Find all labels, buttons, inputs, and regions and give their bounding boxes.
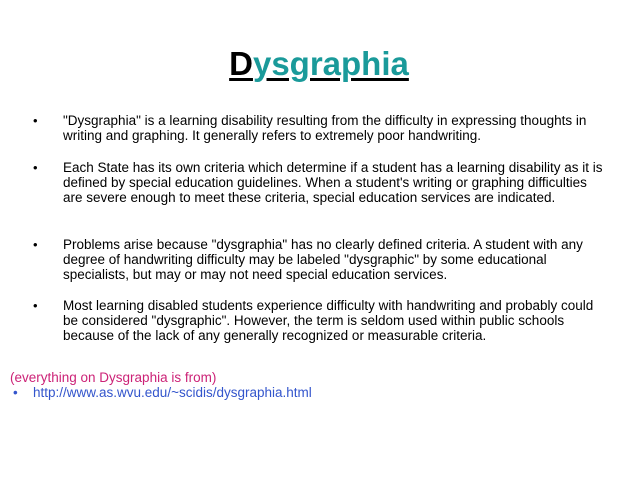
list-item (33, 298, 603, 343)
source-note: (everything on Dysgraphia is from) (10, 370, 217, 385)
bullet-icon: • (13, 385, 18, 400)
bullet-text: Problems arise because "dysgraphia" has no clearly defined criteria. A student with any degree of handwriting difficulty may be labeled "dysgraphic" by some educational specialists, but may or may not need special education services. (63, 237, 583, 282)
bullet-icon: • (33, 160, 38, 175)
title-first-letter: D (229, 45, 253, 82)
bullet-text: Most learning disabled students experience difficulty with handwriting and probably could be considered "dysgraphic". However, the term is seldom used within public schools because of the lack of any generally recognized or measurable criteria. (63, 298, 594, 343)
bullet-text: Each State has its own criteria which determine if a student has a learning disability as it is defined by special education guidelines. When a student's writing or graphing difficulties are severe enough to meet these criteria, special education services are indicated. (63, 160, 603, 205)
list-item (33, 113, 603, 143)
title-rest: ysgraphia (252, 45, 409, 82)
list-item (33, 160, 603, 205)
list-item (33, 237, 603, 282)
bullet-icon: • (33, 113, 38, 128)
bullet-icon: • (33, 298, 38, 313)
bullet-icon: • (33, 237, 38, 252)
source-link-row (10, 385, 312, 400)
page-title (0, 44, 638, 84)
source-link[interactable]: http://www.as.wvu.edu/~scidis/dysgraphia.html (33, 385, 312, 400)
bullet-text: "Dysgraphia" is a learning disability resulting from the difficulty in expressing thoughts in writing and graphing. It generally refers to extremely poor handwriting. (63, 113, 587, 143)
